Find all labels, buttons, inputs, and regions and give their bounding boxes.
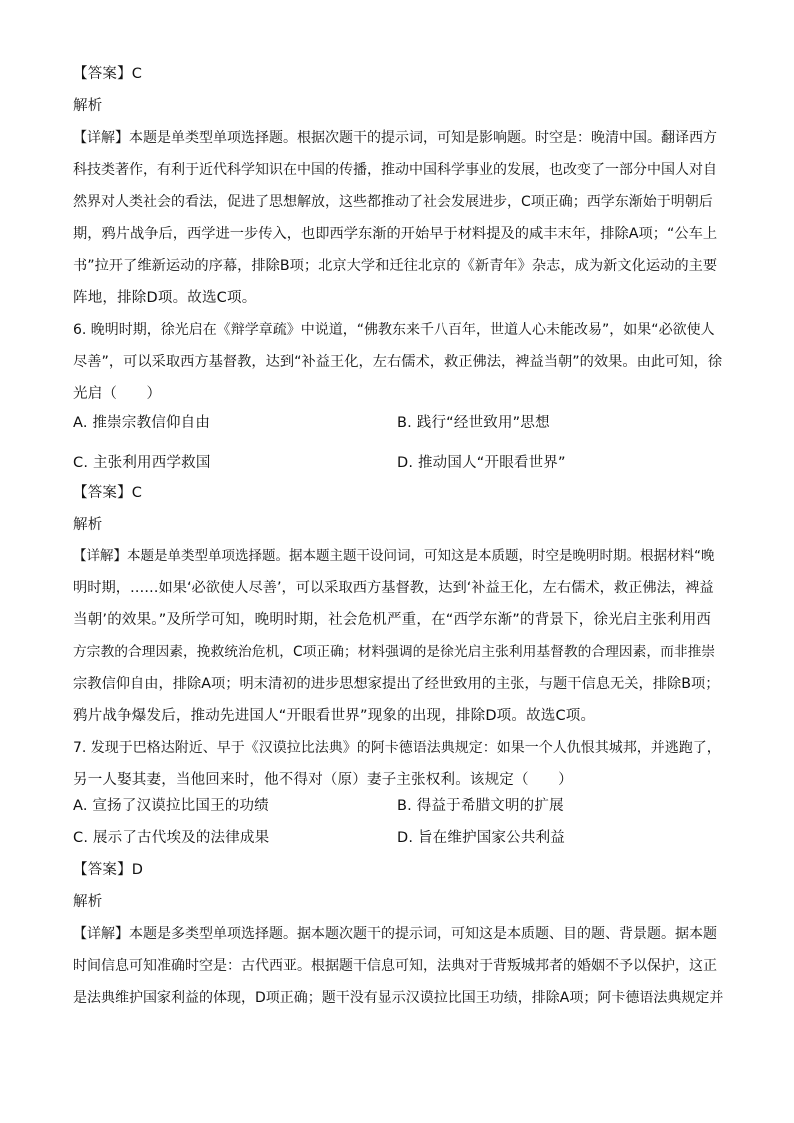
- q6-option-d[interactable]: D. 推动国人“开眼看世界”: [397, 455, 566, 471]
- q7-stem-line: 7. 发现于巴格达附近、早于《汉谟拉比法典》的阿卡德语法典规定：如果一个人仇恨其城邦，并逃跑了，: [73, 740, 721, 756]
- q5-answer: 【答案】C: [73, 66, 143, 82]
- q7-analysis-heading: 解析: [73, 894, 103, 910]
- q7-detail-line: 是法典维护国家利益的体现，D项正确；题干没有显示汉谟拉比国王功绩，排除A项；阿卡德语法典规定并: [73, 990, 724, 1006]
- q6-stem-line: 尽善”，可以采取西方基督教，达到“补益王化，左右儒术，救正佛法，裨益当朝”的效果。由此可知，徐: [73, 354, 723, 370]
- q7-option-b[interactable]: B. 得益于希腊文明的扩展: [397, 798, 564, 814]
- q6-stem-line: 光启（ ）: [73, 386, 162, 402]
- q7-option-d[interactable]: D. 旨在维护国家公共利益: [397, 830, 565, 846]
- q5-detail-line: 阵地，排除D项。故选C项。: [73, 290, 257, 306]
- q6-analysis-heading: 解析: [73, 517, 103, 533]
- q6-detail-line: 方宗教的合理因素，挽救统治危机，C项正确；材料强调的是徐光启主张利用基督教的合理因素，而非推崇: [73, 644, 716, 660]
- q6-detail-line: 【详解】本题是单类型单项选择题。据本题主题干设问词，可知这是本质题，时空是晚明时期。根据材料“晚: [73, 548, 715, 564]
- q5-detail-line: 期，鸦片战争后，西学进一步传入，也即西学东渐的开始早于材料提及的咸丰末年，排除A项；“公车上: [73, 226, 718, 242]
- q6-option-a[interactable]: A. 推崇宗教信仰自由: [73, 415, 211, 431]
- q5-detail-line: 书”拉开了维新运动的序幕，排除B项；北京大学和迁往北京的《新青年》杂志，成为新文化运动的主要: [73, 258, 718, 274]
- q5-analysis-heading: 解析: [73, 98, 103, 114]
- q5-detail-line: 【详解】本题是单类型单项选择题。根据次题干的提示词，可知是影响题。时空是：晚清中国。翻译西方: [73, 130, 717, 146]
- q5-detail-line: 科技类著作，有利于近代科学知识在中国的传播，推动中国科学事业的发展，也改变了一部分中国人对自: [73, 162, 717, 178]
- q6-option-b[interactable]: B. 践行“经世致用”思想: [397, 415, 550, 431]
- q6-detail-line: 当朝’的效果。”及所学可知，晚明时期，社会危机严重，在“西学东渐”的背景下，徐光启主张利用西: [73, 612, 712, 628]
- q7-answer: 【答案】D: [73, 862, 144, 878]
- q7-detail-line: 时间信息可知准确时空是：古代西亚。根据题干信息可知，法典对于背叛城邦者的婚姻不予以保护，这正: [73, 958, 717, 974]
- q6-detail-line: 明时期，……如果‘必欲使人尽善’，可以采取西方基督教，达到‘补益王化，左右儒术，救正佛法，裨益: [73, 580, 714, 596]
- q6-detail-line: 鸦片战争爆发后，推动先进国人“开眼看世界”现象的出现，排除D项。故选C项。: [73, 708, 596, 724]
- q6-answer: 【答案】C: [73, 485, 143, 501]
- q7-option-c[interactable]: C. 展示了古代埃及的法律成果: [73, 830, 270, 846]
- q6-detail-line: 宗教信仰自由，排除A项；明末清初的进步思想家提出了经世致用的主张，与题干信息无关，排除B项；: [73, 676, 720, 692]
- q6-stem-line: 6. 晚明时期，徐光启在《辩学章疏》中说道，“佛教东来千八百年，世道人心未能改易”，如果“必欲使人: [73, 322, 715, 338]
- q5-detail-line: 然界对人类社会的看法，促进了思想解放，这些都推动了社会发展进步，C项正确；西学东渐始于明朝后: [73, 194, 713, 210]
- q6-option-c[interactable]: C. 主张利用西学救国: [73, 455, 211, 471]
- q7-detail-line: 【详解】本题是多类型单项选择题。据本题次题干的提示词，可知这是本质题、目的题、背景题。据本题: [73, 926, 717, 942]
- q7-option-a[interactable]: A. 宣扬了汉谟拉比国王的功绩: [73, 798, 269, 814]
- q7-stem-line: 另一人娶其妻，当他回来时，他不得对（原）妻子主张权利。该规定（ ）: [73, 772, 573, 788]
